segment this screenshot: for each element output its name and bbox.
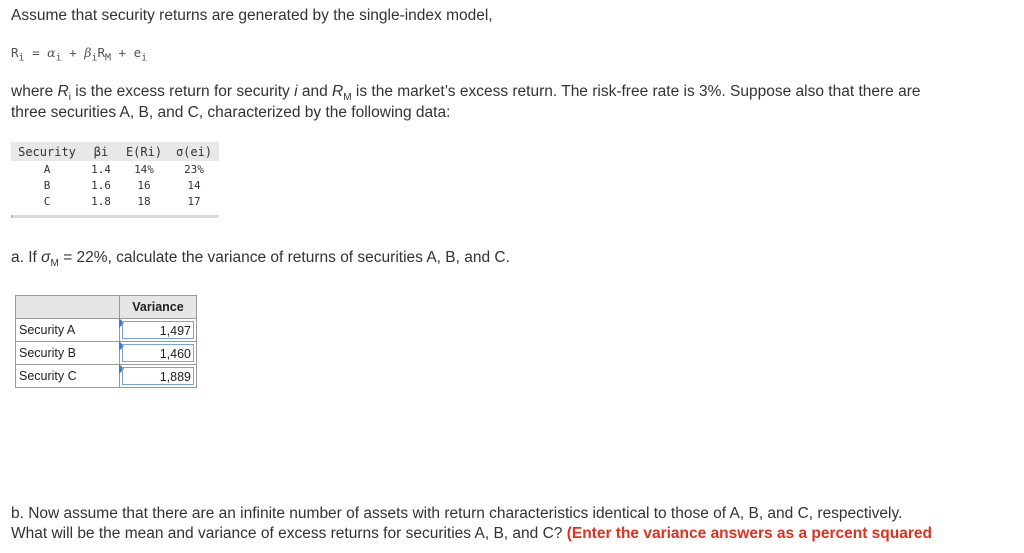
part-b-line2: What will be the mean and variance of excess returns for securities A, B, and C? (Enter the variance answers as a percent squared bbox=[11, 525, 932, 542]
table-divider bbox=[11, 215, 219, 218]
table-row: B 1.6 16 14 bbox=[43, 178, 201, 192]
table-row bbox=[16, 342, 197, 365]
row-label-security-b: Security B bbox=[16, 342, 120, 365]
variance-answer-table bbox=[15, 295, 197, 388]
row-label-security-a: Security A bbox=[16, 319, 120, 342]
variance-input-security-c[interactable]: 1,889 bbox=[122, 367, 194, 385]
table-row: C 1.8 18 17 bbox=[43, 194, 201, 208]
row-label-security-c: Security C bbox=[16, 365, 120, 388]
part-b-line1: b. Now assume that there are an infinite number of assets with return characteristics identical to those of A, B, and C, respectively. bbox=[11, 505, 903, 522]
instruction-text: (Enter the variance answers as a percent squared bbox=[566, 525, 932, 542]
table-row: A 1.4 14% 23% bbox=[43, 162, 204, 176]
model-equation: $R_i = \alpha_i + \beta_iR_M + e_i$ bbox=[11, 45, 148, 64]
intro-text: Assume that security returns are generated by the single-index model, bbox=[11, 7, 493, 24]
answer-table-corner bbox=[16, 296, 120, 319]
where-paragraph-line1: where $R_i$ is the excess return for security i and $R_M$ is the market’s excess return. The risk-free rate is 3%. Suppose also that there are bbox=[11, 83, 921, 104]
security-data-table bbox=[11, 142, 219, 218]
table-row bbox=[16, 365, 197, 388]
part-a-question: a. If $\sigma_M = 22\%$, calculate the variance of returns of securities A, B, and C. bbox=[11, 249, 510, 270]
variance-input-security-b[interactable]: 1,460 bbox=[122, 344, 194, 362]
variance-header: Variance bbox=[120, 296, 197, 319]
where-paragraph-line2: three securities A, B, and C, characterized by the following data: bbox=[11, 104, 451, 121]
table-row bbox=[16, 319, 197, 342]
variance-input-security-a[interactable]: 1,497 bbox=[122, 321, 194, 339]
data-table-header: Security βi E(Ri) σ(ei) bbox=[11, 142, 219, 161]
